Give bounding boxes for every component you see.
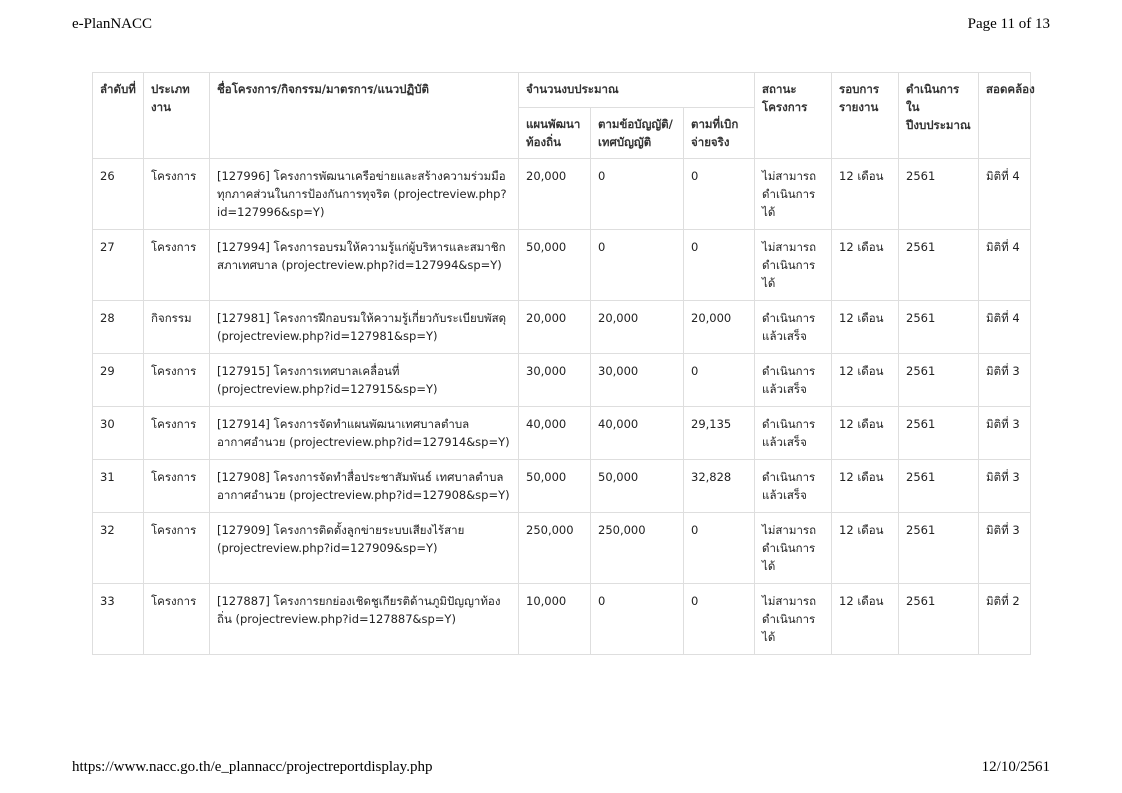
header-fiscal-year: ดำเนินการในปีงบประมาณ	[899, 73, 979, 159]
cell-report-period: 12 เดือน	[832, 354, 899, 407]
cell-fiscal-year: 2561	[899, 159, 979, 230]
table-row	[93, 584, 1031, 655]
cell-no: 29	[93, 354, 144, 407]
header-type: ประเภทงาน	[144, 73, 210, 159]
cell-report-period: 12 เดือน	[832, 513, 899, 584]
cell-dimension: มิติที่ 4	[979, 230, 1031, 301]
cell-budget-plan: 250,000	[519, 513, 591, 584]
table-row	[93, 301, 1031, 354]
print-header-site-name: e-PlanNACC	[72, 16, 152, 32]
cell-dimension: มิติที่ 3	[979, 460, 1031, 513]
table-row	[93, 159, 1031, 230]
cell-type: โครงการ	[144, 584, 210, 655]
cell-report-period: 12 เดือน	[832, 460, 899, 513]
cell-project-name-link[interactable]: [127914] โครงการจัดทำแผนพัฒนาเทศบาลตำบลอากาศอำนวย (projectreview.php?id=127914&sp=Y)	[210, 407, 519, 460]
cell-type: โครงการ	[144, 159, 210, 230]
cell-dimension: มิติที่ 4	[979, 301, 1031, 354]
cell-budget-approved: 0	[591, 584, 684, 655]
header-budget-plan: แผนพัฒนาท้องถิ่น	[519, 108, 591, 159]
cell-no: 27	[93, 230, 144, 301]
cell-report-period: 12 เดือน	[832, 159, 899, 230]
cell-type: โครงการ	[144, 513, 210, 584]
print-footer	[72, 759, 1050, 776]
cell-dimension: มิติที่ 2	[979, 584, 1031, 655]
cell-budget-plan: 10,000	[519, 584, 591, 655]
cell-budget-plan: 30,000	[519, 354, 591, 407]
cell-dimension: มิติที่ 4	[979, 159, 1031, 230]
print-footer-url: https://www.nacc.go.th/e_plannacc/projectreportdisplay.php	[72, 759, 433, 775]
cell-type: โครงการ	[144, 407, 210, 460]
header-budget-approved: ตามข้อบัญญัติ/เทศบัญญัติ	[591, 108, 684, 159]
cell-report-period: 12 เดือน	[832, 230, 899, 301]
cell-no: 32	[93, 513, 144, 584]
header-status: สถานะโครงการ	[755, 73, 832, 159]
cell-fiscal-year: 2561	[899, 354, 979, 407]
cell-type: โครงการ	[144, 460, 210, 513]
cell-budget-approved: 0	[591, 230, 684, 301]
cell-status: ไม่สามารถดำเนินการได้	[755, 584, 832, 655]
cell-report-period: 12 เดือน	[832, 301, 899, 354]
header-budget-actual: ตามที่เบิกจ่ายจริง	[684, 108, 755, 159]
cell-type: โครงการ	[144, 230, 210, 301]
print-header	[72, 16, 1050, 33]
cell-budget-actual: 32,828	[684, 460, 755, 513]
cell-budget-actual: 0	[684, 159, 755, 230]
cell-type: กิจกรรม	[144, 301, 210, 354]
cell-budget-actual: 0	[684, 354, 755, 407]
cell-budget-actual: 0	[684, 513, 755, 584]
cell-no: 30	[93, 407, 144, 460]
cell-fiscal-year: 2561	[899, 301, 979, 354]
print-footer-date: 12/10/2561	[981, 759, 1050, 775]
cell-budget-plan: 50,000	[519, 230, 591, 301]
cell-no: 33	[93, 584, 144, 655]
cell-status: ไม่สามารถดำเนินการได้	[755, 513, 832, 584]
cell-fiscal-year: 2561	[899, 230, 979, 301]
cell-status: ดำเนินการแล้วเสร็จ	[755, 407, 832, 460]
cell-dimension: มิติที่ 3	[979, 354, 1031, 407]
cell-no: 31	[93, 460, 144, 513]
cell-fiscal-year: 2561	[899, 407, 979, 460]
cell-status: ดำเนินการแล้วเสร็จ	[755, 301, 832, 354]
cell-budget-actual: 20,000	[684, 301, 755, 354]
header-no: ลำดับที่	[93, 73, 144, 159]
cell-status: ไม่สามารถดำเนินการได้	[755, 159, 832, 230]
cell-budget-approved: 50,000	[591, 460, 684, 513]
cell-project-name-link[interactable]: [127887] โครงการยกย่องเชิดชูเกียรติด้านภูมิปัญญาท้องถิ่น (projectreview.php?id=127887&sp=Y)	[210, 584, 519, 655]
header-dimension: สอดคล้อง	[979, 73, 1031, 159]
cell-budget-approved: 0	[591, 159, 684, 230]
cell-project-name-link[interactable]: [127994] โครงการอบรมให้ความรู้แก่ผู้บริหารและสมาชิกสภาเทศบาล (projectreview.php?id=127994&sp=Y)	[210, 230, 519, 301]
header-budget-group: จำนวนงบประมาณ	[519, 73, 755, 108]
table-header	[93, 73, 1035, 159]
table-row	[93, 230, 1031, 301]
cell-fiscal-year: 2561	[899, 513, 979, 584]
cell-type: โครงการ	[144, 354, 210, 407]
cell-dimension: มิติที่ 3	[979, 513, 1031, 584]
cell-budget-actual: 0	[684, 584, 755, 655]
cell-project-name-link[interactable]: [127981] โครงการฝึกอบรมให้ความรู้เกี่ยวกับระเบียบพัสดุ (projectreview.php?id=127981&sp=Y)	[210, 301, 519, 354]
cell-fiscal-year: 2561	[899, 460, 979, 513]
cell-budget-approved: 30,000	[591, 354, 684, 407]
cell-status: ไม่สามารถดำเนินการได้	[755, 230, 832, 301]
cell-budget-approved: 20,000	[591, 301, 684, 354]
cell-budget-plan: 20,000	[519, 159, 591, 230]
cell-budget-actual: 0	[684, 230, 755, 301]
header-project-name: ชื่อโครงการ/กิจกรรม/มาตรการ/แนวปฏิบัติ	[210, 73, 519, 159]
project-report-table	[92, 72, 1035, 655]
table-row	[93, 354, 1031, 407]
cell-no: 26	[93, 159, 144, 230]
cell-budget-approved: 40,000	[591, 407, 684, 460]
print-header-page-number: Page 11 of 13	[967, 16, 1050, 32]
cell-project-name-link[interactable]: [127908] โครงการจัดทำสื่อประชาสัมพันธ์ เทศบาลตำบลอากาศอำนวย (projectreview.php?id=127908&sp=Y)	[210, 460, 519, 513]
cell-fiscal-year: 2561	[899, 584, 979, 655]
cell-project-name-link[interactable]: [127915] โครงการเทศบาลเคลื่อนที่ (projectreview.php?id=127915&sp=Y)	[210, 354, 519, 407]
cell-budget-plan: 50,000	[519, 460, 591, 513]
table-row	[93, 407, 1031, 460]
table-body	[93, 159, 1031, 655]
cell-status: ดำเนินการแล้วเสร็จ	[755, 460, 832, 513]
cell-report-period: 12 เดือน	[832, 407, 899, 460]
cell-status: ดำเนินการแล้วเสร็จ	[755, 354, 832, 407]
cell-report-period: 12 เดือน	[832, 584, 899, 655]
cell-budget-plan: 20,000	[519, 301, 591, 354]
header-report-period: รอบการรายงาน	[832, 73, 899, 159]
cell-budget-approved: 250,000	[591, 513, 684, 584]
cell-no: 28	[93, 301, 144, 354]
table-row	[93, 513, 1031, 584]
cell-budget-actual: 29,135	[684, 407, 755, 460]
cell-project-name-link[interactable]: [127996] โครงการพัฒนาเครือข่ายและสร้างความร่วมมือทุกภาคส่วนในการป้องกันการทุจริต (projectreview.php?id=127996&sp=Y)	[210, 159, 519, 230]
cell-dimension: มิติที่ 3	[979, 407, 1031, 460]
table-row	[93, 460, 1031, 513]
cell-project-name-link[interactable]: [127909] โครงการติดตั้งลูกข่ายระบบเสียงไร้สาย (projectreview.php?id=127909&sp=Y)	[210, 513, 519, 584]
cell-budget-plan: 40,000	[519, 407, 591, 460]
